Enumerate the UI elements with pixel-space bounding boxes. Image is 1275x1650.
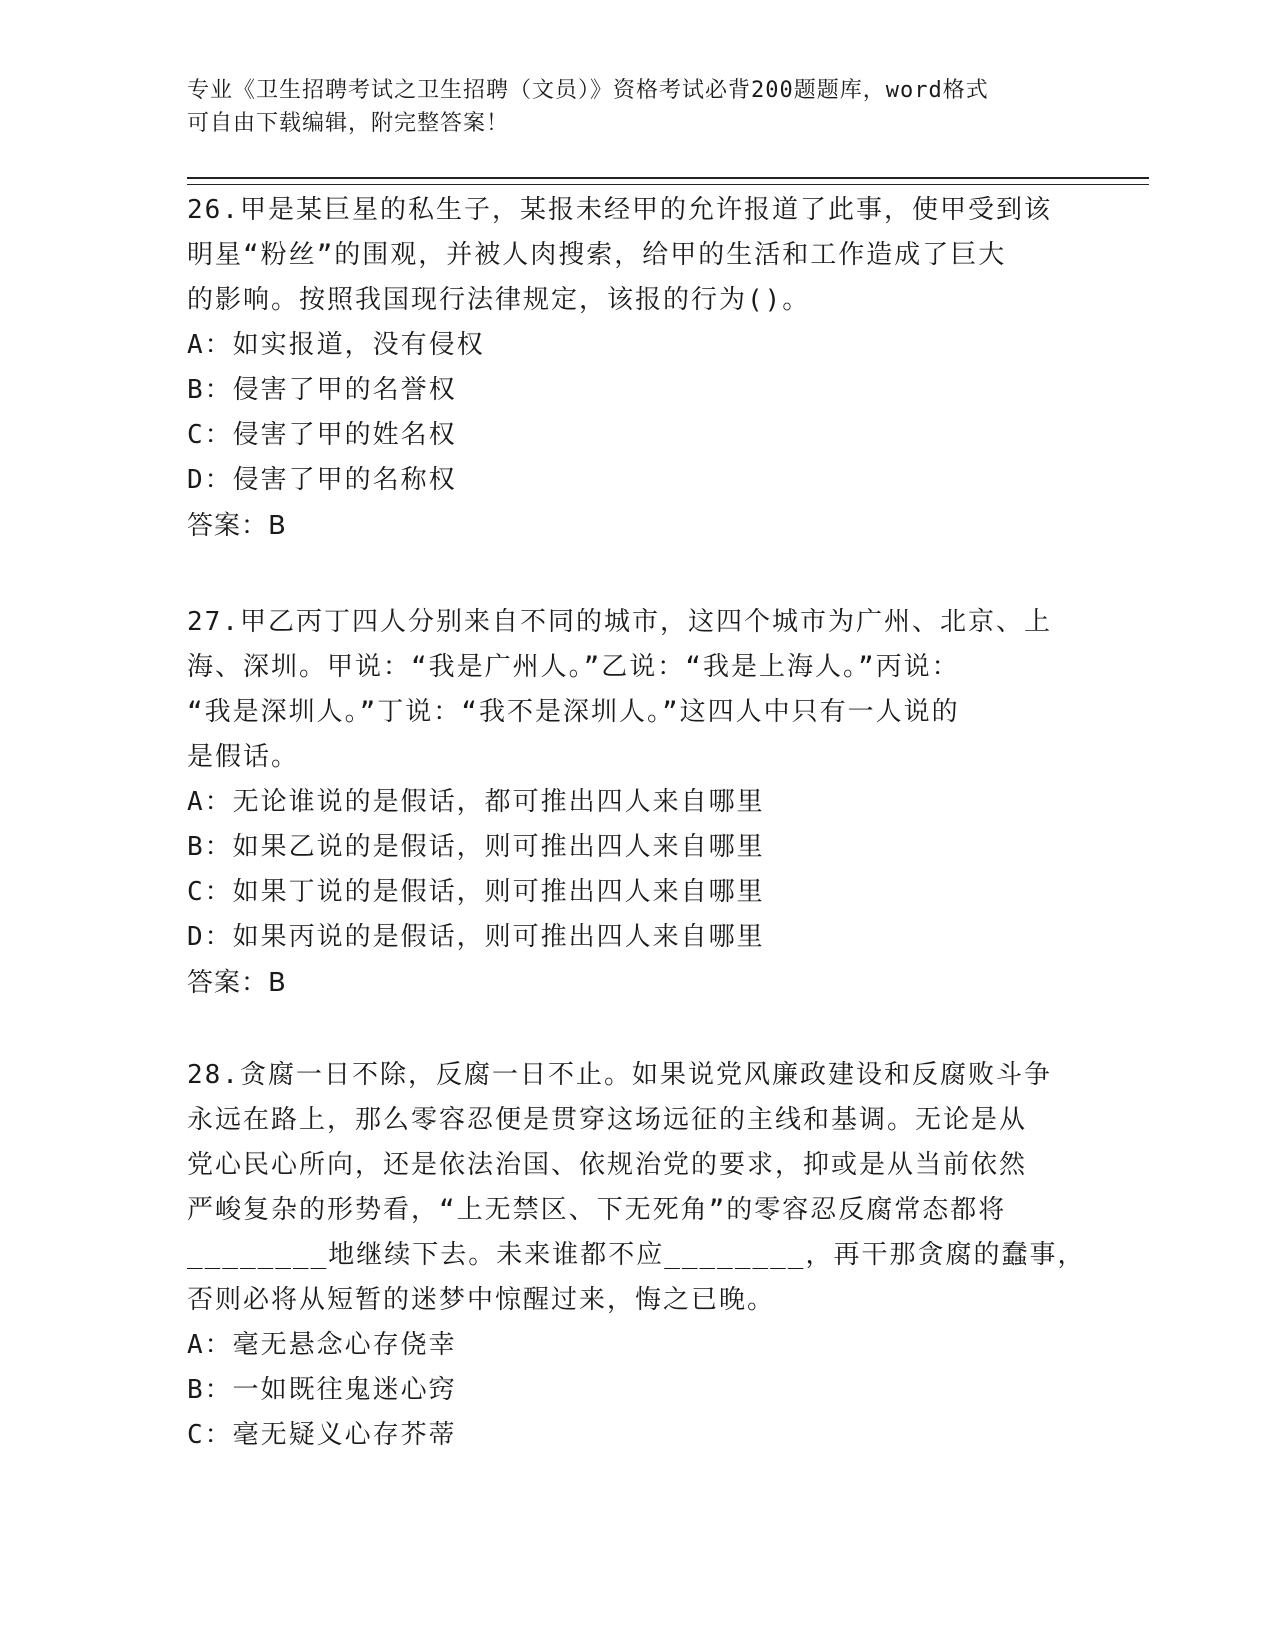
option-c: C：毫无疑义心存芥蒂 xyxy=(187,1420,457,1450)
option-c: C：侵害了甲的姓名权 xyxy=(187,420,457,450)
answer-label: 答案：B xyxy=(187,968,287,998)
header-divider-thin xyxy=(187,184,1149,185)
question-stem-line: 26.甲是某巨星的私生子，某报未经甲的允许报道了此事，使甲受到该 xyxy=(187,195,1052,225)
question-stem-line: 党心民心所向，还是依法治国、依规治党的要求，抑或是从当前依然 xyxy=(187,1150,1028,1180)
question-stem-line: ________地继续下去。未来谁都不应________，再干那贪腐的蠢事， xyxy=(187,1240,1086,1270)
option-d: D：如果丙说的是假话，则可推出四人来自哪里 xyxy=(187,922,765,952)
question-stem-line: 明星“粉丝”的围观，并被人肉搜索，给甲的生活和工作造成了巨大 xyxy=(187,240,1007,270)
option-d: D：侵害了甲的名称权 xyxy=(187,465,457,495)
question-stem-line: 的影响。按照我国现行法律规定，该报的行为()。 xyxy=(187,285,811,315)
option-c: C：如果丁说的是假话，则可推出四人来自哪里 xyxy=(187,877,765,907)
question-stem-line: 否则必将从短暂的迷梦中惊醒过来，悔之已晚。 xyxy=(187,1285,776,1315)
question-26 xyxy=(187,188,1087,549)
header-line-2: 可自由下载编辑，附完整答案！ xyxy=(187,111,510,136)
option-b: B：一如既往鬼迷心窍 xyxy=(187,1375,457,1405)
question-stem-line: 永远在路上，那么零容忍便是贯穿这场远征的主线和基调。无论是从 xyxy=(187,1105,1028,1135)
question-28 xyxy=(187,1053,1087,1458)
answer-label: 答案：B xyxy=(187,511,287,541)
option-b: B：如果乙说的是假话，则可推出四人来自哪里 xyxy=(187,832,765,862)
question-stem-line: 27.甲乙丙丁四人分别来自不同的城市，这四个城市为广州、北京、上 xyxy=(187,607,1052,637)
question-stem-line: 28.贪腐一日不除，反腐一日不止。如果说党风廉政建设和反腐败斗争 xyxy=(187,1060,1052,1090)
question-stem-line: 是假话。 xyxy=(187,742,300,772)
question-stem-line: 海、深圳。甲说：“我是广州人。”乙说：“我是上海人。”丙说： xyxy=(187,652,960,682)
header-divider-thick xyxy=(187,177,1149,179)
option-a: A：无论谁说的是假话，都可推出四人来自哪里 xyxy=(187,787,765,817)
question-stem-line: 严峻复杂的形势看，“上无禁区、下无死角”的零容忍反腐常态都将 xyxy=(187,1195,1007,1225)
question-stem-line: “我是深圳人。”丁说：“我不是深圳人。”这四人中只有一人说的 xyxy=(187,697,960,727)
option-a: A：如实报道，没有侵权 xyxy=(187,330,485,360)
option-a: A：毫无悬念心存侥幸 xyxy=(187,1330,457,1360)
question-27 xyxy=(187,600,1087,1006)
document-header xyxy=(187,74,1067,140)
option-b: B：侵害了甲的名誉权 xyxy=(187,375,457,405)
header-line-1: 专业《卫生招聘考试之卫生招聘（文员）》资格考试必背200题题库，word格式 xyxy=(187,78,989,103)
